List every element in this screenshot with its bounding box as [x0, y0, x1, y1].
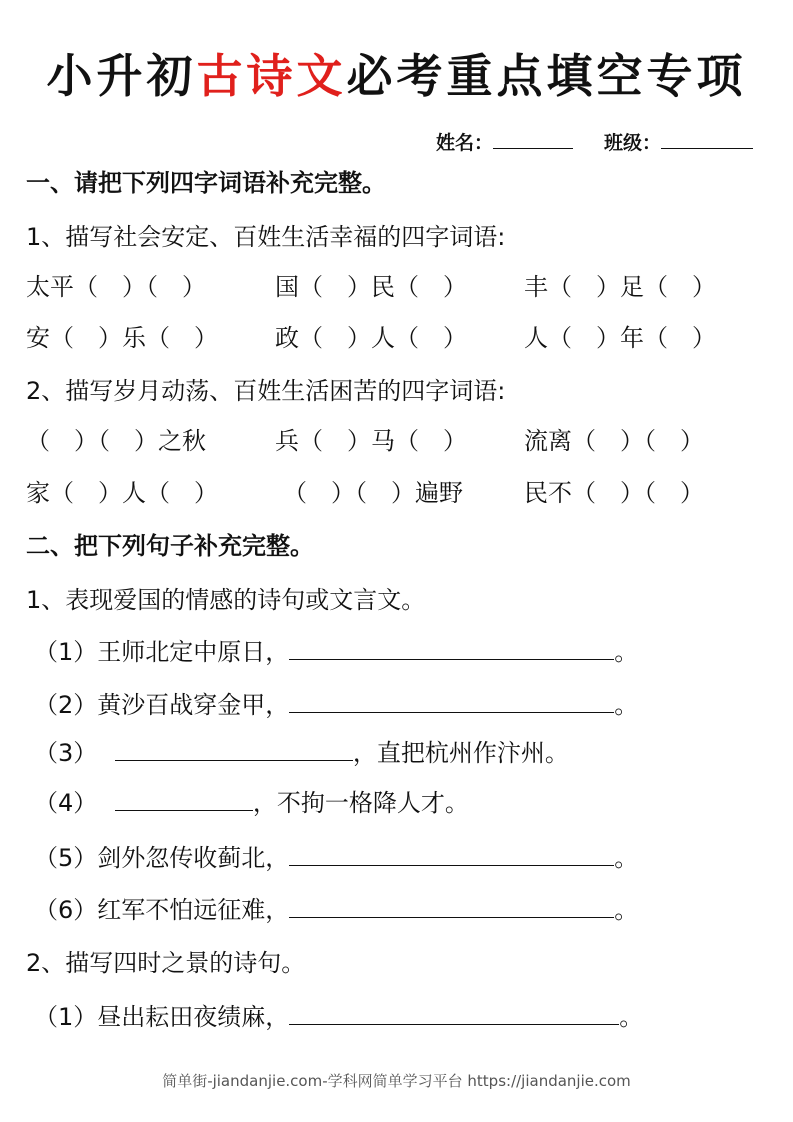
fill-item: 流离（ ）（ ） [524, 427, 704, 455]
fill-item: 安（ ）乐（ ） [26, 324, 218, 352]
name-field[interactable] [436, 128, 573, 155]
answer-blank[interactable] [289, 1002, 619, 1025]
fill-item: 政（ ）人（ ） [275, 324, 467, 352]
fill-sentence [34, 843, 638, 873]
answer-blank[interactable] [115, 788, 253, 811]
title-part: 小升初 [46, 49, 197, 103]
sentence-prefix: （6）红军不怕远征难， [34, 896, 290, 924]
class-label: 班级： [604, 132, 662, 154]
fill-sentence [34, 788, 469, 818]
title-part: 必考重点填空专项 [346, 49, 747, 103]
answer-blank[interactable] [289, 690, 614, 713]
sentence-suffix: 。 [614, 896, 639, 924]
sentence-prefix: （2）黄沙百战穿金甲， [34, 691, 290, 719]
fill-item: 兵（ ）马（ ） [275, 427, 467, 455]
name-label: 姓名： [436, 132, 494, 154]
fill-item: 家（ ）人（ ） [26, 479, 218, 507]
fill-item: 民不（ ）（ ） [524, 479, 704, 507]
class-field[interactable] [604, 128, 753, 155]
answer-blank[interactable] [289, 895, 614, 918]
fill-item: （ ）（ ）遍野 [283, 479, 463, 507]
sentence-suffix: 。 [614, 638, 639, 666]
footer-watermark: 简单街-jiandanjie.com-学科网简单学习平台 https://jiandanjie.com [162, 1072, 631, 1090]
sentence-prefix: （1）王师北定中原日， [34, 638, 290, 666]
fill-sentence [34, 690, 638, 720]
fill-sentence [34, 1002, 643, 1032]
title-highlight: 古诗文 [196, 49, 347, 103]
sentence-prefix: （4） [34, 789, 105, 817]
fill-item: 国（ ）民（ ） [275, 273, 467, 301]
question-1-1: 1、描写社会安定、百姓生活幸福的四字词语: [26, 223, 506, 251]
fill-sentence [34, 895, 638, 925]
section1-heading: 一、请把下列四字词语补充完整。 [26, 169, 386, 197]
fill-item: 丰（ ）足（ ） [524, 273, 716, 301]
section2-heading: 二、把下列句子补充完整。 [26, 532, 314, 560]
question-2-2: 2、描写四时之景的诗句。 [26, 949, 306, 977]
fill-item: 太平（ ）（ ） [26, 273, 206, 301]
fill-sentence [34, 637, 638, 667]
sentence-suffix: ，直把杭州作汴州。 [352, 739, 569, 767]
fill-item: （ ）（ ）之秋 [26, 427, 206, 455]
answer-blank[interactable] [289, 637, 614, 660]
fill-item: 人（ ）年（ ） [524, 324, 716, 352]
answer-blank[interactable] [289, 843, 614, 866]
sentence-prefix: （5）剑外忽传收蓟北， [34, 844, 290, 872]
sentence-suffix: ，不拘一格降人才。 [252, 789, 469, 817]
sentence-prefix: （3） [34, 739, 105, 767]
sentence-prefix: （1）昼出耘田夜绩麻， [34, 1003, 290, 1031]
question-1-2: 2、描写岁月动荡、百姓生活困苦的四字词语: [26, 377, 506, 405]
fill-sentence [34, 738, 569, 768]
sentence-suffix: 。 [614, 844, 639, 872]
sentence-suffix: 。 [619, 1003, 644, 1031]
question-2-1: 1、表现爱国的情感的诗句或文言文。 [26, 586, 426, 614]
answer-blank[interactable] [115, 738, 353, 761]
sentence-suffix: 。 [614, 691, 639, 719]
page-title [0, 48, 793, 104]
